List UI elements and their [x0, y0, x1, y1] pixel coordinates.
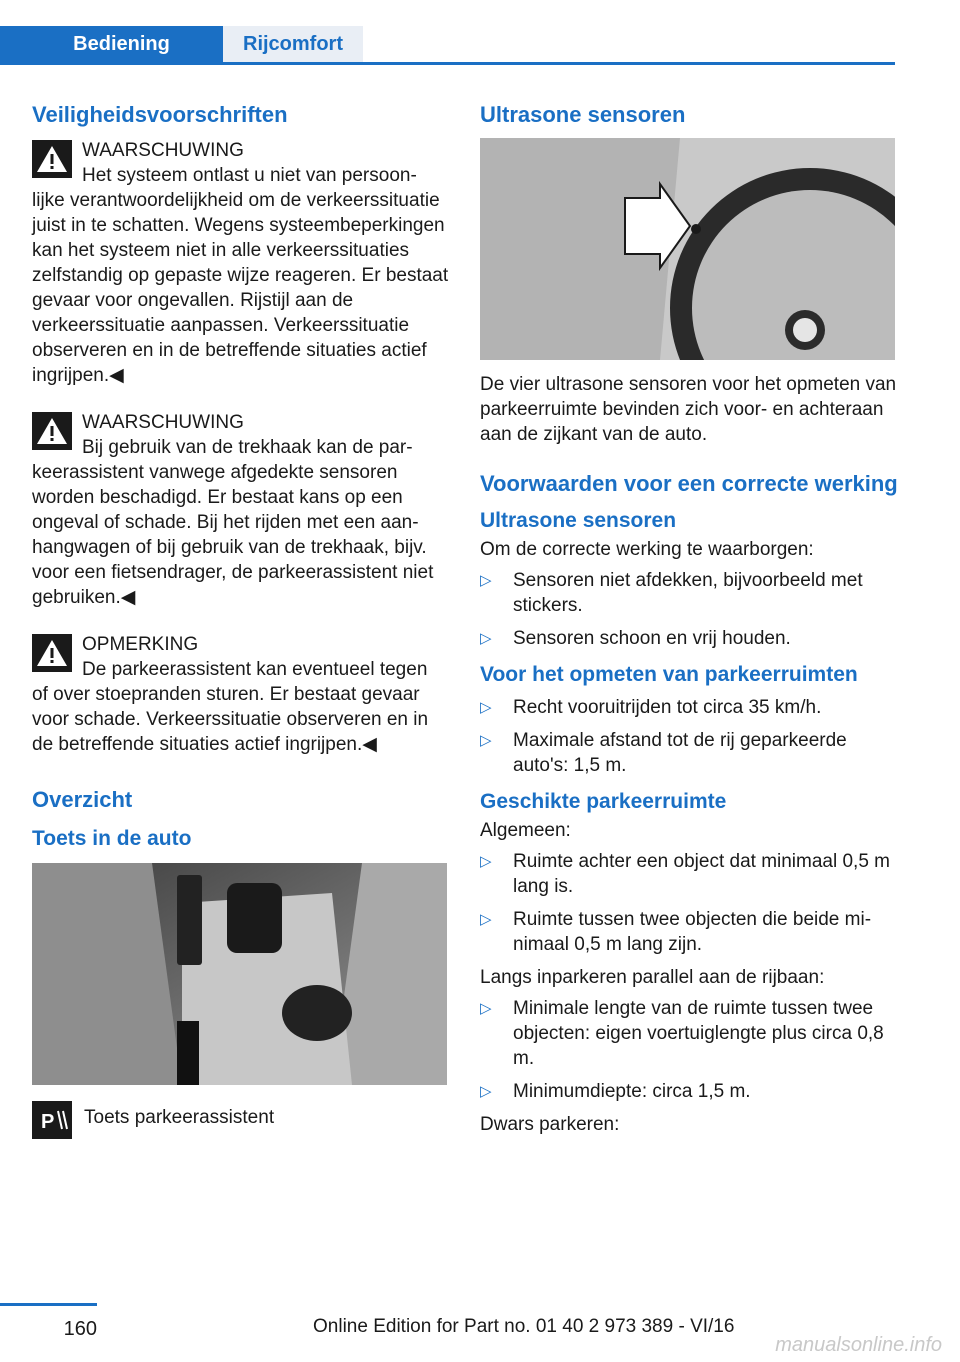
list-item: ▷ Ruimte tussen twee objecten die beide minimaal 0,5 m lang zijn.	[480, 909, 872, 955]
warning-text: keerassistent vanwege afgedekte sensoren worden beschadigd. Er bestaat kans op een ongeval of schade. Bij het rijden met een aanhangwagen of bij gebruik van de trekhaak, bijv. voor een fietsendrager, de parkeerassistent niet gebruiken.◀	[32, 462, 434, 608]
bullet-icon: ▷	[480, 853, 492, 870]
heading-suitable-space: Geschikte parkeerruimte	[480, 790, 727, 813]
heading-ultrasonic-sensors: Ultrasone sensoren	[480, 102, 686, 127]
warning-text-first: Bij gebruik van de trekhaak kan de par-	[82, 437, 413, 458]
list-item: ▷ Sensoren niet afdekken, bijvoorbeeld met stickers.	[480, 570, 863, 616]
heading-ultrasonic-sub: Ultrasone sensoren	[480, 509, 677, 532]
page-number: 160	[0, 1303, 97, 1341]
intro-general: Algemeen:	[480, 820, 571, 841]
notice-label: OPMERKING	[82, 634, 199, 655]
warning-block-1	[32, 138, 450, 388]
warning-text-first: Het systeem ontlast u niet van persoon-	[82, 165, 417, 186]
list-item: ▷ Minimale lengte van de ruimte tussen twee objecten: eigen voertuiglengte plus circa 0,8 m.	[480, 998, 884, 1069]
list-item: ▷ Sensoren schoon en vrij houden.	[480, 628, 791, 649]
list-item: ▷ Recht vooruitrijden tot circa 35 km/h.	[480, 697, 822, 718]
notice-text: of over stoepranden sturen. Er bestaat gevaar voor schade. Verkeerssituatie observeren en in de betreffende situaties actief ingrijpen.◀	[32, 684, 429, 755]
bullet-icon: ▷	[480, 1083, 492, 1100]
heading-overview: Overzicht	[32, 787, 133, 812]
notice-triangle-icon	[32, 634, 72, 672]
intro-parallel: Langs inparkeren parallel aan de rijbaan:	[480, 967, 825, 988]
button-caption: Toets parkeerassistent	[84, 1107, 275, 1128]
heading-measuring: Voor het opmeten van parkeerruimten	[480, 663, 858, 686]
parallel-list	[480, 996, 898, 1104]
left-column	[32, 100, 450, 1141]
warning-block-2	[32, 410, 450, 610]
warning-triangle-icon	[32, 140, 72, 178]
tab-bediening[interactable]: Bediening	[0, 26, 223, 62]
bullet-icon: ▷	[480, 911, 492, 928]
watermark: manualsonline.info	[775, 1334, 942, 1356]
measuring-list	[480, 695, 898, 778]
chapter-tabs	[0, 26, 895, 65]
right-column	[480, 100, 898, 1137]
sensor-photo-caption: De vier ultrasone sensoren voor het opmeten van parkeerruimte bevinden zich voor- en achteraan aan de zijkant van de auto.	[480, 374, 897, 445]
heading-safety: Veiligheidsvoorschriften	[32, 102, 288, 127]
notice-text-first: De parkeerassistent kan eventueel tegen	[82, 659, 428, 680]
bullet-icon: ▷	[480, 699, 492, 716]
button-caption-row	[32, 1099, 450, 1141]
tab-rijcomfort[interactable]: Rijcomfort	[223, 26, 363, 62]
list-item: ▷ Maximale afstand tot de rij geparkeerde auto's: 1,5 m.	[480, 730, 847, 776]
warning-label: WAARSCHUWING	[82, 412, 244, 433]
sensor-list	[480, 568, 898, 651]
warning-triangle-icon	[32, 412, 72, 450]
park-assist-button-icon	[32, 1101, 72, 1139]
svg-text:P: P	[41, 1111, 55, 1133]
bullet-icon: ▷	[480, 1000, 492, 1017]
heading-conditions: Voorwaarden voor een correcte werking	[480, 471, 898, 496]
intro-perpendicular: Dwars parkeren:	[480, 1114, 620, 1135]
warning-text: lijke verantwoordelijkheid om de verkeerssituatie juist in te schatten. Wegens systeembeperkingen kan het systeem niet in alle verkeerssituaties zelfstandig op gepaste wijze reageren. Er bestaat gevaar voor ongevallen. Rijstijl aan de verkeerssituatie aanpassen. Verkeerssituatie observeren en in de betreffende situaties actief ingrijpen.◀	[32, 190, 449, 386]
heading-button-in-car: Toets in de auto	[32, 827, 192, 850]
list-item: ▷ Minimumdiepte: circa 1,5 m.	[480, 1081, 751, 1102]
bullet-icon: ▷	[480, 732, 492, 749]
bullet-icon: ▷	[480, 572, 492, 589]
warning-label: WAARSCHUWING	[82, 140, 244, 161]
center-console-photo	[32, 863, 447, 1085]
car-side-sensor-photo	[480, 138, 895, 360]
general-list	[480, 849, 898, 957]
intro-ensure: Om de correcte werking te waarborgen:	[480, 539, 814, 560]
bullet-icon: ▷	[480, 630, 492, 647]
notice-block	[32, 632, 450, 757]
list-item: ▷ Ruimte achter een object dat minimaal 0,5 m lang is.	[480, 851, 891, 897]
footer-edition: Online Edition for Part no. 01 40 2 973 389 - VI/16	[313, 1316, 735, 1337]
